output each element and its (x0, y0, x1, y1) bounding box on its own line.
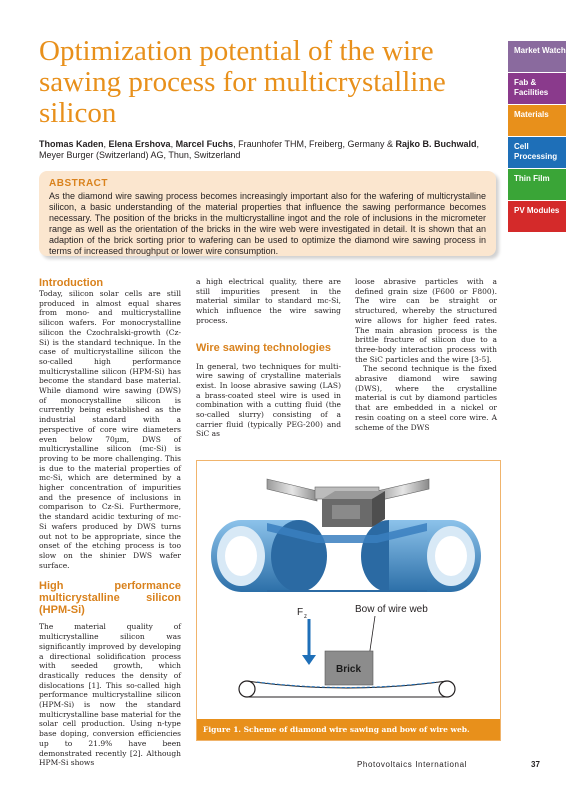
figure-1 (196, 460, 501, 741)
abstract-heading: ABSTRACT (49, 178, 108, 189)
force-subscript: z (304, 614, 307, 620)
author-name: Marcel Fuchs (175, 139, 234, 149)
nav-tab-cell-processing[interactable]: Cell Processing (508, 137, 566, 168)
author-name: Thomas Kaden (39, 139, 104, 149)
column-1 (39, 277, 181, 768)
author-affiliation: , Fraunhofer THM, Freiberg, Germany & (233, 139, 396, 149)
nav-tab-market-watch[interactable]: Market Watch (508, 41, 566, 72)
nav-tab-fab-facilities[interactable]: Fab & Facilities (508, 73, 566, 104)
nav-tab-pv-modules[interactable]: PV Modules (508, 201, 566, 232)
author-line: Thomas Kaden, Elena Ershova, Marcel Fuchs, Fraunhofer THM, Freiberg, Germany & Rajko B. Buchwald, Meyer Burger (Switzerland) AG, Thun, Switzerland (39, 139, 480, 160)
abstract-text: As the diamond wire sawing process becomes increasingly important also for the wafering of multicrystalline silicon, a basic understanding of the material properties that influence the sawing performance becomes necessary. The position of the bricks in the multicrystalline ingot and the role of inclusions in the micrometer range as well as the orientation of the bricks in the wire web were investigated in detail. It is shown that an adaption of the brick sorting prior to wafering can be used to optimize the diamond wire sawing process in terms of increased throughput or lower wire consumption. (49, 191, 486, 256)
section-nav (508, 41, 566, 233)
workpiece-holder (267, 479, 429, 527)
nav-tab-thin-film[interactable]: Thin Film (508, 169, 566, 200)
brick-label: Brick (336, 664, 362, 675)
author-affiliation: , Meyer Burger (Switzerland) AG, Thun, Switzerland (39, 139, 480, 160)
journal-name: Photovoltaics International (357, 760, 468, 769)
page-number: 37 (531, 760, 540, 769)
body-paragraph: loose abrasive particles with a defined grain size (F600 or F800). The wire can be straight or structured, whereby the structured wire allows for higher feed rates. The main abrasion process is the brittle fracture of silicon due to a three-body interaction process with the SiC particles and the wire [3-5]. (355, 277, 497, 364)
wire-saw-diagram (197, 461, 500, 719)
author-name: Elena Ershova (108, 139, 171, 149)
body-paragraph: Today, silicon solar cells are still produced in almost equal shares from mono- and multicrystalline silicon wafers. For monocrystalline silicon the Czochralski-growth (Cz-Si) is the standard technique. In the case of multicrystalline silicon the so-called high performance multicrystalline silicon (HPM-Si) has become the standard base material. While diamond wire sawing (DWS) of monocrystalline silicon is currently being established as the industrial standard with a perspective of core wire diameters even below 70µm, DWS of multicrystalline silicon (mc-Si) is proving to be more challenging. This is due to the material properties of mc-Si, which are determined by a higher concentration of impurities and the presence of inclusions in comparison to Cz-Si. Furthermore, the standard acidic texturing of mc-Si wafers produced by DWS turns out not to be appropriate, since the onset of the etching process is too slow on the shinier DWS wafer surface. (39, 289, 181, 570)
body-paragraph: The second technique is the fixed abrasive diamond wire sawing (DWS), where the crystalline material is cut by diamond particles that are embedded in a nickel or resin coating on a steel core wire. A scheme of the DWS (355, 364, 497, 432)
section-heading-introduction: Introduction (39, 277, 104, 289)
figure-caption: Figure 1. Scheme of diamond wire sawing and bow of wire web. (197, 719, 500, 740)
bow-label: Bow of wire web (355, 604, 428, 615)
nav-tab-materials[interactable]: Materials (508, 105, 566, 136)
section-heading-hpm-si: High performance multicrystalline silicon (HPM-Si) (39, 580, 181, 617)
section-heading-wire-sawing: Wire sawing technologies (196, 341, 331, 354)
column-2 (196, 277, 341, 439)
body-paragraph: a high electrical quality, there are still impurities present in the material similar to standard mc-Si, which influence the wire sawing process. (196, 277, 341, 325)
column-3 (355, 277, 497, 432)
bow-diagram (239, 604, 455, 697)
body-paragraph: The material quality of multicrystalline silicon was significantly improved by developing a directional solidification process with seeded growth, which drastically reduces the density of dislocations [1]. This so-called high performance multicrystalline silicon (HPM-Si) is now the standard multicrystalline base material for the solar cell production. Using n-type base doping, conversion efficiencies up to 21.9% have been demonstrated recently [2]. Although HPM-Si shows (39, 622, 181, 768)
body-paragraph: In general, two techniques for multi-wire sawing of crystalline materials exist. In loose abrasive sawing (LAS) a brass-coated steel wire is used in combination with a cutting fluid (the so-called slurry) consisting of a carrier fluid (typically PEG-200) and SiC as (196, 361, 341, 439)
abstract-box (39, 171, 496, 256)
force-label: F (297, 607, 304, 618)
article-title: Optimization potential of the wire sawing process for multicrystalline silicon (39, 35, 446, 129)
author-name: Rajko B. Buchwald (395, 139, 477, 149)
